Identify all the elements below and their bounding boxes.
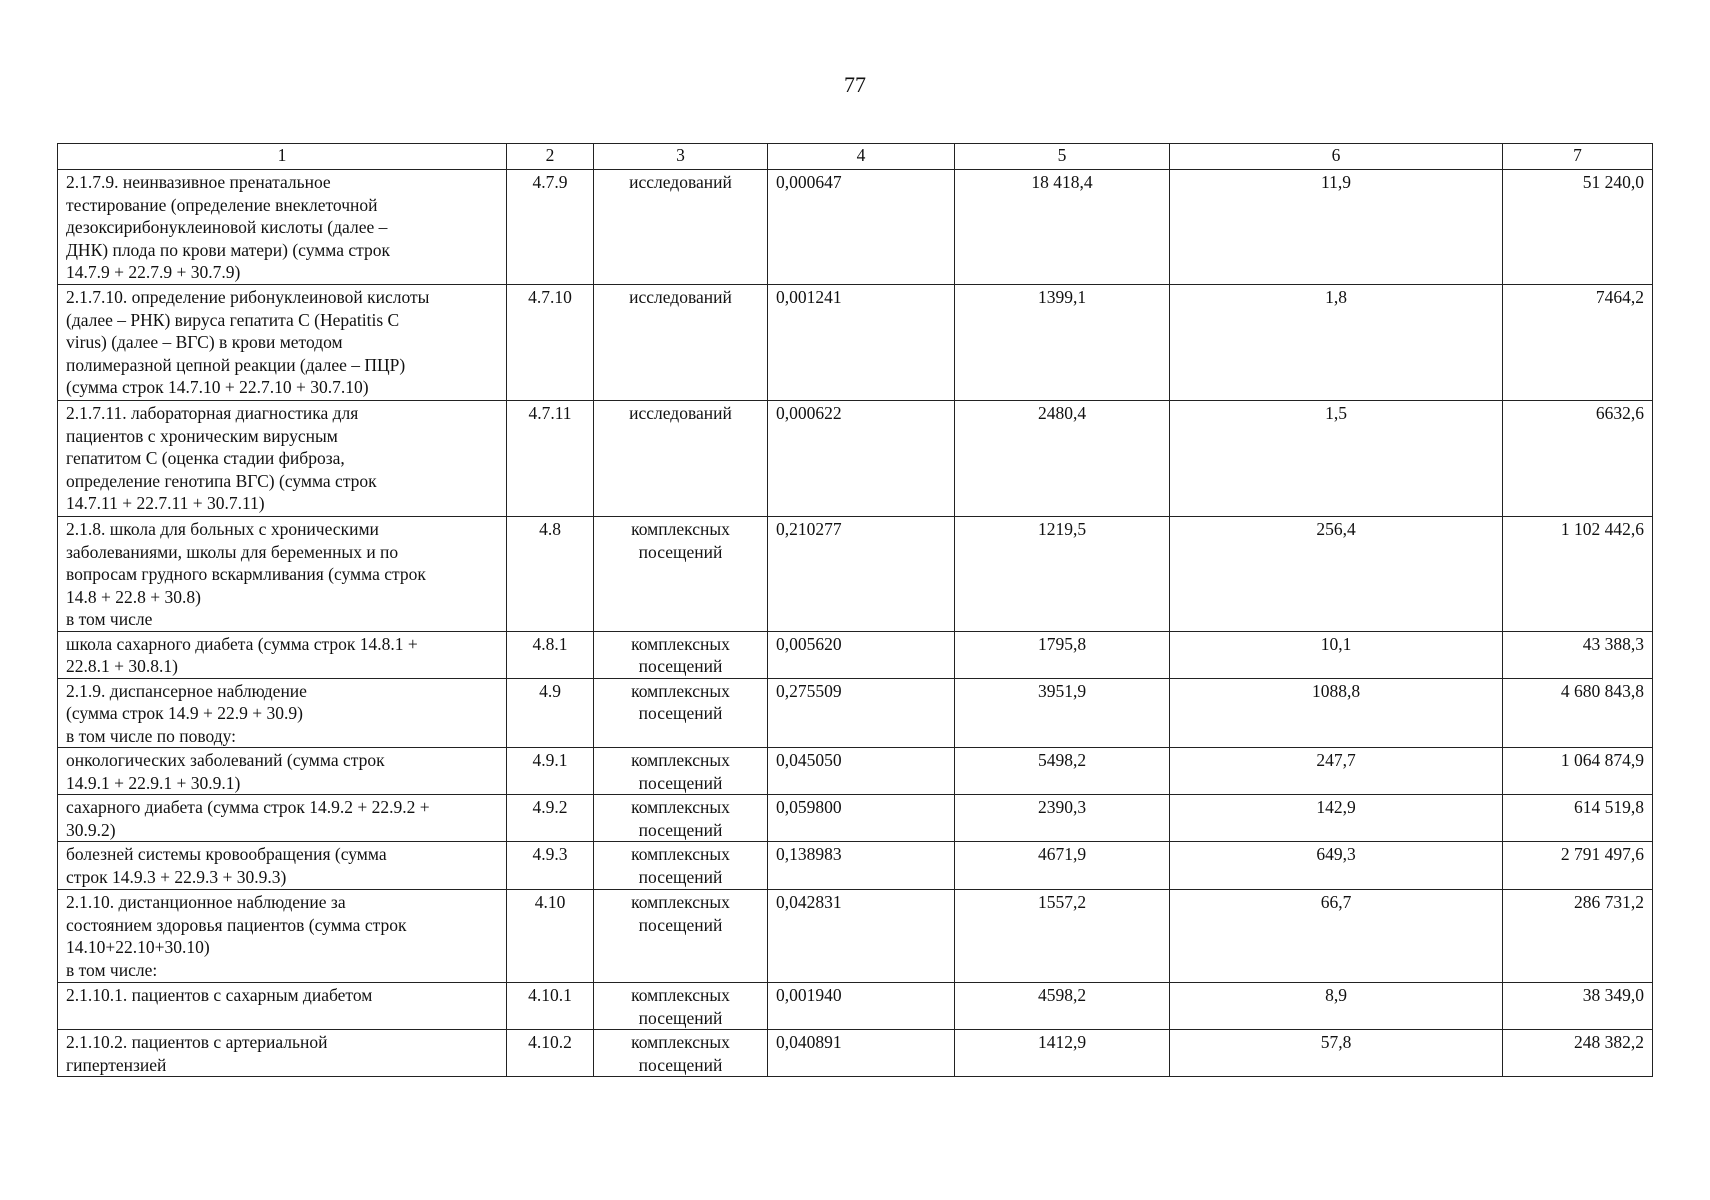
row-unit-cell [594, 631, 768, 678]
row-unit-cell-line: комплексных [631, 844, 730, 864]
table-row [58, 842, 1653, 890]
row-name-cell-line: болезней системы кровообращения (сумма [66, 844, 387, 864]
row-unit-cell [594, 170, 768, 285]
row-name-cell-line: в том числе: [66, 959, 158, 980]
row-value-col7: 614 519,8 [1503, 795, 1653, 842]
row-name-cell [58, 1030, 507, 1077]
row-unit-cell [594, 890, 768, 983]
row-unit-cell [594, 517, 768, 632]
row-value-col7: 286 731,2 [1503, 890, 1653, 983]
table-row [58, 983, 1653, 1030]
table-row [58, 890, 1653, 983]
row-value-col7: 1 102 442,6 [1503, 517, 1653, 632]
row-name-cell-line: онкологических заболеваний (сумма строк [66, 750, 385, 770]
row-name-cell-line: полимеразной цепной реакции (далее – ПЦР) [66, 354, 406, 375]
row-name-cell-line: 2.1.7.10. определение рибонуклеиновой кислоты [66, 287, 430, 307]
row-unit-cell-line: посещений [638, 703, 723, 723]
row-name-cell [58, 795, 507, 842]
row-value-col6: 649,3 [1170, 842, 1503, 890]
row-code-cell: 4.9.3 [507, 842, 594, 890]
row-unit-cell [594, 1030, 768, 1077]
row-value-col6: 10,1 [1170, 631, 1503, 678]
row-value-col6: 1088,8 [1170, 678, 1503, 748]
row-value-col4: 0,001241 [768, 285, 955, 401]
row-unit-cell [594, 285, 768, 401]
row-unit-cell [594, 401, 768, 517]
row-value-col5: 1557,2 [955, 890, 1170, 983]
row-unit-cell-line: посещений [638, 772, 723, 793]
row-value-col7: 51 240,0 [1503, 170, 1653, 285]
row-value-col4: 0,059800 [768, 795, 955, 842]
row-name-cell-line: 14.7.11 + 22.7.11 + 30.7.11) [66, 493, 265, 513]
row-code-cell: 4.10.1 [507, 983, 594, 1030]
row-value-col4: 0,040891 [768, 1030, 955, 1077]
table-row [58, 678, 1653, 748]
row-value-col5: 2390,3 [955, 795, 1170, 842]
row-unit-cell-line: комплексных [631, 633, 730, 654]
row-unit-cell [594, 748, 768, 795]
row-unit-cell [594, 795, 768, 842]
row-unit-cell-line: комплексных [631, 519, 730, 539]
row-value-col7: 6632,6 [1503, 401, 1653, 517]
column-header-1: 1 [58, 144, 507, 170]
row-value-col6: 256,4 [1170, 517, 1503, 632]
row-value-col7: 1 064 874,9 [1503, 748, 1653, 795]
column-header-3: 3 [594, 144, 768, 170]
row-unit-cell-line: комплексных [631, 797, 730, 817]
row-name-cell [58, 842, 507, 890]
row-value-col4: 0,210277 [768, 517, 955, 632]
row-name-cell [58, 517, 507, 632]
row-value-col6: 1,5 [1170, 401, 1503, 517]
row-name-cell-line: заболеваниями, школы для беременных и по [66, 541, 399, 562]
row-value-col5: 3951,9 [955, 678, 1170, 748]
row-code-cell: 4.9 [507, 678, 594, 748]
row-value-col6: 247,7 [1170, 748, 1503, 795]
row-unit-cell-line: посещений [638, 541, 723, 562]
row-value-col5: 1219,5 [955, 517, 1170, 632]
row-name-cell-line: 14.7.9 + 22.7.9 + 30.7.9) [66, 262, 241, 282]
row-name-cell-line: ДНК) плода по крови матери) (сумма строк [66, 239, 391, 260]
row-value-col4: 0,001940 [768, 983, 955, 1030]
row-name-cell-line: 14.10+22.10+30.10) [66, 937, 210, 957]
row-value-col7: 7464,2 [1503, 285, 1653, 401]
column-header-2: 2 [507, 144, 594, 170]
row-name-cell [58, 631, 507, 678]
row-unit-cell [594, 842, 768, 890]
table-row [58, 748, 1653, 795]
row-name-cell-line: virus) (далее – ВГС) в крови методом [66, 332, 343, 352]
row-value-col5: 1795,8 [955, 631, 1170, 678]
row-unit-cell-line: посещений [638, 1054, 723, 1075]
row-value-col5: 4671,9 [955, 842, 1170, 890]
row-name-cell-line: 2.1.8. школа для больных с хроническими [66, 519, 379, 539]
row-value-col4: 0,000647 [768, 170, 955, 285]
row-name-cell-line: дезоксирибонуклеиновой кислоты (далее – [66, 217, 388, 237]
row-name-cell-line: сахарного диабета (сумма строк 14.9.2 + 22.9.2 + [66, 797, 430, 817]
row-name-cell-line: 14.9.1 + 22.9.1 + 30.9.1) [66, 772, 241, 793]
row-unit-cell [594, 678, 768, 748]
row-unit-cell-line: посещений [638, 914, 723, 935]
row-value-col4: 0,275509 [768, 678, 955, 748]
column-header-7: 7 [1503, 144, 1653, 170]
row-unit-cell-line: посещений [638, 656, 723, 676]
row-value-col5: 1399,1 [955, 285, 1170, 401]
table-row [58, 170, 1653, 285]
row-name-cell-line: гепатитом С (оценка стадии фиброза, [66, 448, 345, 468]
row-code-cell: 4.8.1 [507, 631, 594, 678]
table-row [58, 795, 1653, 842]
row-unit-cell-line: посещений [638, 866, 723, 887]
table-body [58, 170, 1653, 1077]
column-header-5: 5 [955, 144, 1170, 170]
row-value-col6: 1,8 [1170, 285, 1503, 401]
row-name-cell-line: (сумма строк 14.7.10 + 22.7.10 + 30.7.10) [66, 377, 369, 397]
row-value-col4: 0,045050 [768, 748, 955, 795]
row-code-cell: 4.9.1 [507, 748, 594, 795]
row-name-cell-line: гипертензией [66, 1054, 167, 1075]
row-name-cell-line: 2.1.7.9. неинвазивное пренатальное [66, 172, 331, 192]
row-code-cell: 4.10 [507, 890, 594, 983]
column-header-6: 6 [1170, 144, 1503, 170]
row-code-cell: 4.10.2 [507, 1030, 594, 1077]
row-value-col4: 0,000622 [768, 401, 955, 517]
column-header-4: 4 [768, 144, 955, 170]
row-name-cell-line: состоянием здоровья пациентов (сумма строк [66, 914, 407, 935]
row-unit-cell-line: комплексных [631, 680, 730, 701]
row-unit-cell-line: комплексных [631, 985, 730, 1005]
row-code-cell: 4.7.10 [507, 285, 594, 401]
row-name-cell-line: 22.8.1 + 30.8.1) [66, 656, 178, 676]
page-number: 77 [844, 72, 866, 97]
row-value-col4: 0,042831 [768, 890, 955, 983]
row-value-col7: 43 388,3 [1503, 631, 1653, 678]
row-value-col6: 142,9 [1170, 795, 1503, 842]
row-name-cell-line: вопросам грудного вскармливания (сумма строк [66, 564, 426, 584]
row-name-cell [58, 678, 507, 748]
header-row [58, 144, 1653, 170]
row-value-col6: 66,7 [1170, 890, 1503, 983]
row-name-cell-line: 2.1.10.1. пациентов с сахарным диабетом [66, 985, 373, 1005]
row-name-cell-line: 2.1.10.2. пациентов с артериальной [66, 1032, 328, 1052]
row-name-cell-line: 14.8 + 22.8 + 30.8) [66, 586, 201, 607]
row-name-cell-line: 2.1.7.11. лабораторная диагностика для [66, 403, 359, 423]
row-name-cell-line: определение генотипа ВГС) (сумма строк [66, 470, 377, 491]
row-code-cell: 4.9.2 [507, 795, 594, 842]
row-name-cell-line: школа сахарного диабета (сумма строк 14.8.1 + [66, 633, 418, 654]
row-name-cell-line: 2.1.10. дистанционное наблюдение за [66, 892, 346, 912]
row-unit-cell-line: комплексных [631, 1032, 730, 1052]
row-unit-cell-line: исследований [629, 172, 732, 192]
row-code-cell: 4.8 [507, 517, 594, 632]
row-value-col6: 57,8 [1170, 1030, 1503, 1077]
row-name-cell [58, 170, 507, 285]
row-unit-cell-line: исследований [629, 287, 732, 307]
row-unit-cell-line: посещений [638, 819, 723, 840]
row-code-cell: 4.7.9 [507, 170, 594, 285]
row-code-cell: 4.7.11 [507, 401, 594, 517]
row-unit-cell [594, 983, 768, 1030]
row-name-cell-line: в том числе по поводу: [66, 725, 237, 746]
row-name-cell-line: (сумма строк 14.9 + 22.9 + 30.9) [66, 703, 304, 723]
row-value-col5: 4598,2 [955, 983, 1170, 1030]
row-name-cell-line: тестирование (определение внеклеточной [66, 194, 378, 215]
row-name-cell-line: пациентов с хроническим вирусным [66, 425, 338, 446]
row-name-cell-line: (далее – РНК) вируса гепатита С (Hepatitis C [66, 309, 400, 330]
table-row [58, 285, 1653, 401]
row-value-col6: 8,9 [1170, 983, 1503, 1030]
table-row [58, 401, 1653, 517]
row-name-cell [58, 983, 507, 1030]
row-name-cell-line: строк 14.9.3 + 22.9.3 + 30.9.3) [66, 866, 287, 887]
table-row [58, 1030, 1653, 1077]
row-unit-cell-line: посещений [638, 1007, 723, 1028]
table-row [58, 631, 1653, 678]
row-value-col4: 0,005620 [768, 631, 955, 678]
row-value-col7: 2 791 497,6 [1503, 842, 1653, 890]
row-value-col4: 0,138983 [768, 842, 955, 890]
row-name-cell [58, 401, 507, 517]
row-name-cell [58, 285, 507, 401]
row-name-cell-line: в том числе [66, 609, 153, 629]
row-value-col5: 1412,9 [955, 1030, 1170, 1077]
data-table [57, 143, 1653, 1077]
row-name-cell-line: 2.1.9. диспансерное наблюдение [66, 680, 307, 701]
row-unit-cell-line: комплексных [631, 892, 730, 912]
row-unit-cell-line: исследований [629, 403, 732, 423]
row-name-cell-line: 30.9.2) [66, 819, 116, 840]
row-unit-cell-line: комплексных [631, 750, 730, 770]
row-value-col7: 4 680 843,8 [1503, 678, 1653, 748]
row-value-col5: 18 418,4 [955, 170, 1170, 285]
table-row [58, 517, 1653, 632]
row-value-col7: 38 349,0 [1503, 983, 1653, 1030]
row-value-col5: 5498,2 [955, 748, 1170, 795]
row-name-cell [58, 890, 507, 983]
row-name-cell [58, 748, 507, 795]
row-value-col7: 248 382,2 [1503, 1030, 1653, 1077]
row-value-col6: 11,9 [1170, 170, 1503, 285]
row-value-col5: 2480,4 [955, 401, 1170, 517]
